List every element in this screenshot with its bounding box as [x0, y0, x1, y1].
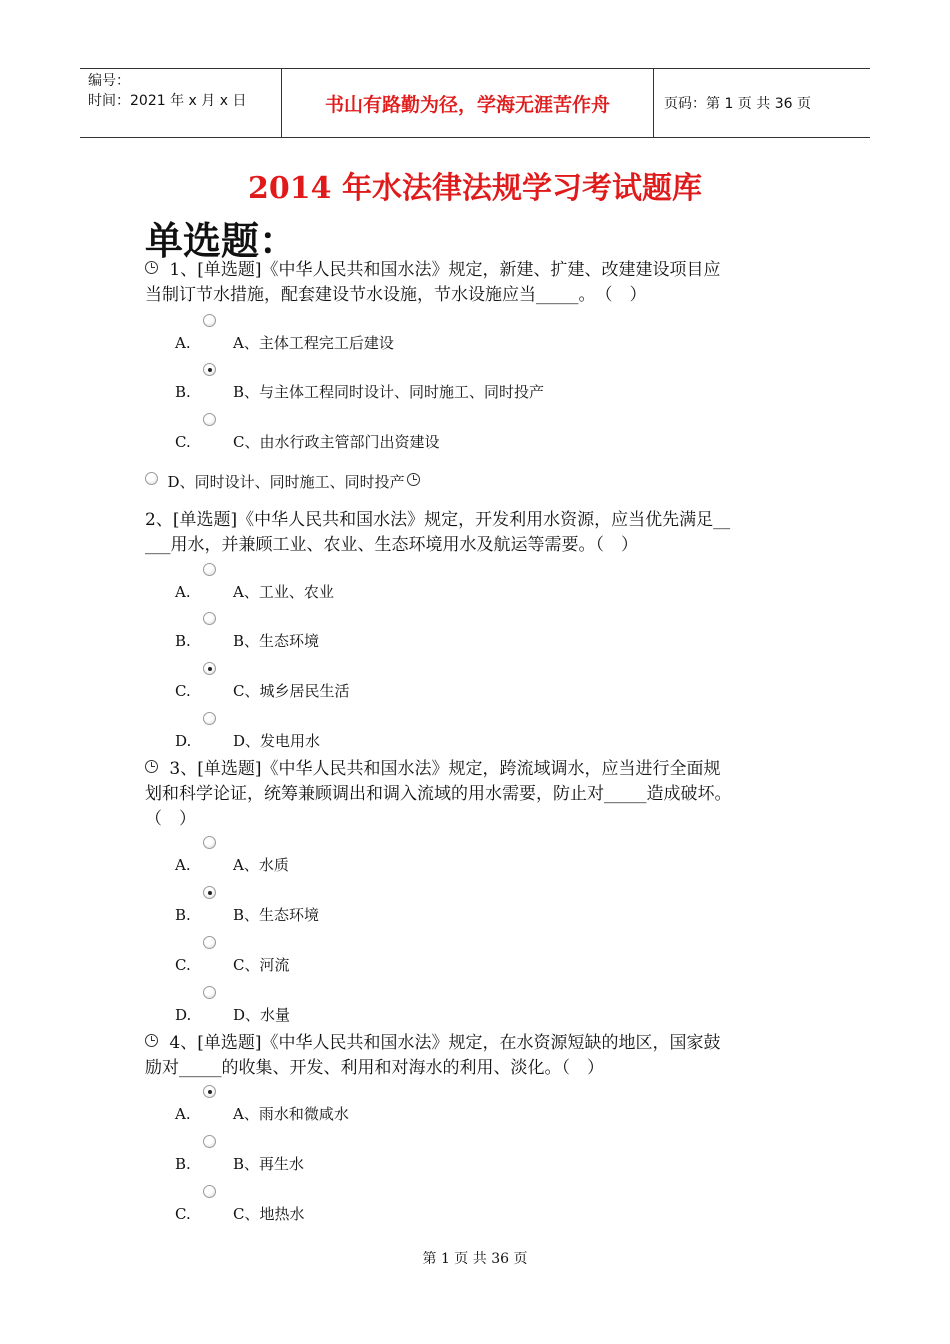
option-text: B、再生水: [233, 1155, 305, 1173]
document-date-label: 时间：2021 年 x 月 x 日: [88, 93, 247, 109]
radio-button[interactable]: [203, 1185, 216, 1198]
option-letter: B.: [175, 1155, 191, 1173]
page-footer: 第 1 页 共 36 页: [422, 1251, 528, 1267]
option-letter: A.: [175, 1105, 191, 1123]
option-text: A、水质: [233, 856, 289, 874]
option-letter: A.: [175, 334, 191, 352]
section-heading: 单选题：: [145, 219, 298, 263]
q2-option-c[interactable]: [175, 662, 675, 712]
q4-option-b[interactable]: [175, 1135, 675, 1185]
option-letter: D.: [175, 732, 192, 750]
question-3: [145, 757, 810, 832]
option-text: C、城乡居民生活: [233, 682, 350, 700]
option-letter: B.: [175, 906, 191, 924]
option-text: A、工业、农业: [233, 583, 334, 601]
option-text: B、生态环境: [233, 632, 320, 650]
header-meta-cell: [80, 69, 282, 137]
question-1-line2: 当制订节水措施，配套建设节水设施，节水设施应当_____。 （ ）: [145, 285, 647, 305]
option-text: A、雨水和微咸水: [233, 1105, 349, 1123]
option-letter: C.: [175, 682, 191, 700]
option-text: C、地热水: [233, 1205, 305, 1223]
q1-option-d[interactable]: [145, 471, 426, 492]
option-text: D、水量: [233, 1006, 291, 1024]
option-text: D、同时设计、同时施工、同时投产: [167, 473, 405, 491]
option-letter: C.: [175, 433, 191, 451]
radio-button[interactable]: [203, 836, 216, 849]
question-4: [145, 1031, 810, 1081]
radio-button[interactable]: [203, 712, 216, 725]
q3-option-b[interactable]: [175, 886, 675, 936]
q3-option-a[interactable]: [175, 836, 675, 886]
radio-button-selected[interactable]: [203, 662, 216, 675]
option-letter: B.: [175, 632, 191, 650]
question-3-line3: （ ）: [145, 809, 196, 829]
question-3-line1: 3、[单选题]《中华人民共和国水法》规定，跨流域调水，应当进行全面规: [169, 759, 721, 779]
clock-icon: [145, 760, 158, 773]
q1-option-b[interactable]: [175, 363, 675, 413]
question-1: [145, 258, 810, 308]
clock-icon: [145, 261, 158, 274]
radio-button-selected[interactable]: [203, 1085, 216, 1098]
q3-option-c[interactable]: [175, 936, 675, 986]
q2-option-b[interactable]: [175, 612, 675, 662]
clock-icon: [407, 473, 420, 486]
option-text: B、生态环境: [233, 906, 320, 924]
option-letter: C.: [175, 1205, 191, 1223]
radio-button[interactable]: [203, 314, 216, 327]
question-3-line2: 划和科学论证，统筹兼顾调出和调入流域的用水需要，防止对_____造成破坏。: [145, 784, 732, 804]
option-letter: C.: [175, 956, 191, 974]
q1-option-c[interactable]: [175, 413, 675, 463]
q2-option-a[interactable]: [175, 563, 675, 613]
document-title: 2014 年水法律法规学习考试题库: [248, 171, 702, 206]
header-motto: 书山有路勤为径，学海无涯苦作舟: [282, 69, 654, 137]
option-text: C、河流: [233, 956, 290, 974]
question-2: [145, 508, 810, 558]
radio-button-selected[interactable]: [203, 886, 216, 899]
option-text: A、主体工程完工后建设: [233, 334, 394, 352]
radio-button[interactable]: [203, 413, 216, 426]
header-page-label: 页码：第 1 页 共 36 页: [664, 96, 811, 112]
option-letter: A.: [175, 856, 191, 874]
option-letter: D.: [175, 1006, 192, 1024]
option-text: B、与主体工程同时设计、同时施工、同时投产: [233, 383, 545, 401]
radio-button[interactable]: [145, 472, 158, 485]
question-2-line1: 2、[单选题]《中华人民共和国水法》规定，开发利用水资源，应当优先满足__: [145, 510, 731, 530]
document-header: [80, 68, 870, 138]
option-letter: A.: [175, 583, 191, 601]
option-text: C、由水行政主管部门出资建设: [233, 433, 440, 451]
q4-option-c[interactable]: [175, 1185, 675, 1235]
radio-button-selected[interactable]: [203, 363, 216, 376]
question-4-line2: 励对_____的收集、开发、利用和对海水的利用、淡化。（ ）: [145, 1058, 604, 1078]
radio-button[interactable]: [203, 936, 216, 949]
radio-button[interactable]: [203, 612, 216, 625]
radio-button[interactable]: [203, 986, 216, 999]
question-2-line2: ___用水，并兼顾工业、农业、生态环境用水及航运等需要。（ ）: [145, 535, 638, 555]
radio-button[interactable]: [203, 563, 216, 576]
document-number-label: 编号：: [88, 73, 130, 89]
radio-button[interactable]: [203, 1135, 216, 1148]
q4-option-a[interactable]: [175, 1085, 675, 1135]
question-1-line1: 1、[单选题]《中华人民共和国水法》规定，新建、扩建、改建建设项目应: [169, 260, 721, 280]
q2-option-d[interactable]: [175, 712, 675, 762]
q3-option-d[interactable]: [175, 986, 675, 1036]
option-letter: B.: [175, 383, 191, 401]
question-4-line1: 4、[单选题]《中华人民共和国水法》规定，在水资源短缺的地区，国家鼓: [169, 1033, 721, 1053]
q1-option-a[interactable]: [175, 314, 675, 364]
clock-icon: [145, 1034, 158, 1047]
option-text: D、发电用水: [233, 732, 321, 750]
